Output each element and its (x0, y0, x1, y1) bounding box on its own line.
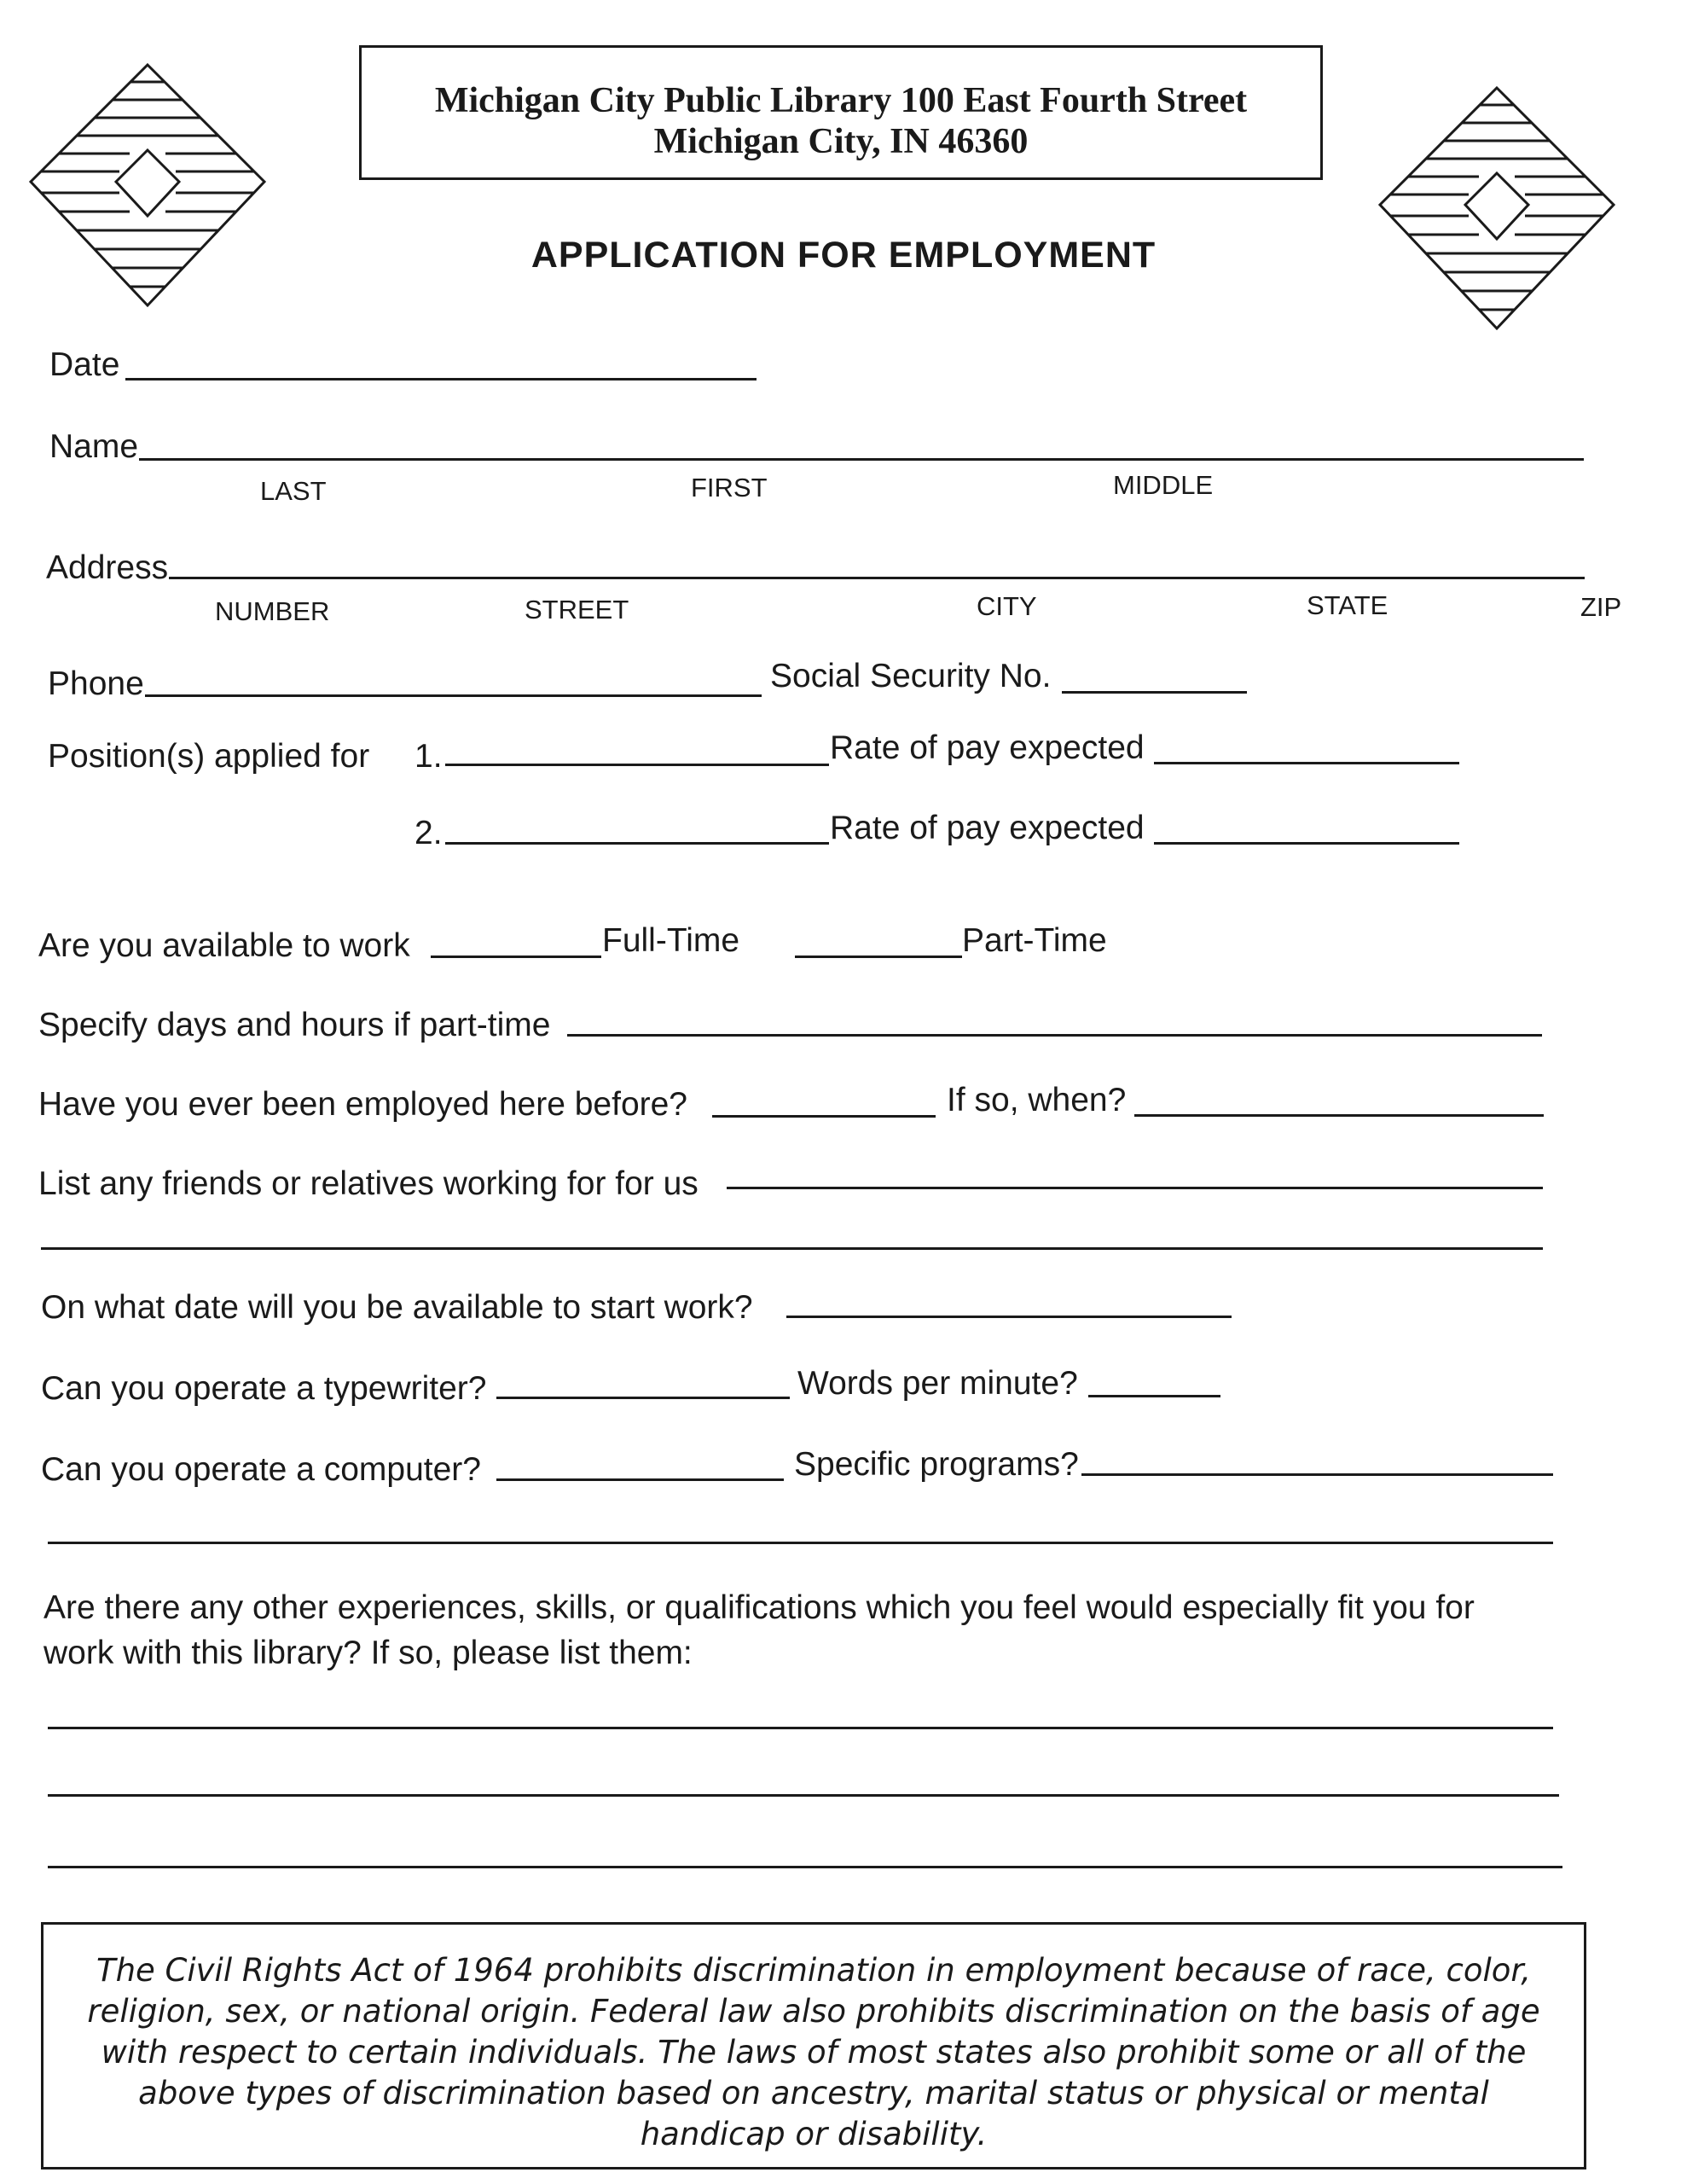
typewriter-field[interactable] (496, 1397, 790, 1399)
address-field[interactable] (169, 577, 1585, 579)
name-field[interactable] (139, 458, 1584, 461)
name-label: Name (49, 428, 139, 465)
availability-label: Are you available to work (38, 927, 410, 964)
other-qualifications-line-2[interactable] (48, 1794, 1559, 1797)
other-qualifications-line-3[interactable] (48, 1866, 1562, 1868)
ssn-field[interactable] (1062, 691, 1247, 694)
typewriter-label: Can you operate a typewriter? (41, 1370, 487, 1407)
name-last-caption: LAST (260, 476, 327, 506)
name-first-caption: FIRST (691, 473, 768, 502)
rate-1-field[interactable] (1154, 762, 1459, 764)
library-header-box (359, 45, 1323, 180)
library-city-state: Michigan City, IN 46360 (653, 122, 1029, 161)
position-1-field[interactable] (445, 764, 829, 766)
position-2-number: 2. (415, 815, 443, 851)
address-zip-caption: ZIP (1580, 592, 1622, 622)
specific-programs-field-continued[interactable] (48, 1542, 1553, 1544)
part-time-label: Part-Time (962, 922, 1107, 959)
rate-1-label: Rate of pay expected (830, 729, 1145, 766)
specific-programs-label: Specific programs? (794, 1446, 1079, 1483)
start-date-label: On what date will you be available to start work? (41, 1289, 753, 1326)
friends-relatives-field-continued[interactable] (41, 1247, 1543, 1250)
address-number-caption: NUMBER (215, 596, 330, 626)
position-1-number: 1. (415, 738, 443, 775)
employed-before-field[interactable] (712, 1115, 936, 1118)
employed-before-label: Have you ever been employed here before? (38, 1086, 687, 1123)
form-title: APPLICATION FOR EMPLOYMENT (530, 235, 1157, 276)
friends-relatives-label: List any friends or relatives working for for us (38, 1165, 699, 1202)
position-2-field[interactable] (445, 842, 829, 845)
rate-2-field[interactable] (1154, 842, 1459, 845)
words-per-minute-field[interactable] (1088, 1395, 1220, 1397)
date-field[interactable] (125, 378, 757, 380)
part-time-days-label: Specify days and hours if part-time (38, 1007, 551, 1043)
full-time-label: Full-Time (602, 922, 740, 959)
name-middle-caption: MIDDLE (1113, 470, 1214, 500)
words-per-minute-label: Words per minute? (797, 1365, 1078, 1402)
computer-field[interactable] (496, 1478, 784, 1481)
rate-2-label: Rate of pay expected (830, 810, 1145, 846)
address-city-caption: CITY (977, 591, 1037, 621)
other-qualifications-label-line1: Are there any other experiences, skills, or qualifications which you feel would especially fit you for (43, 1589, 1475, 1626)
ssn-label: Social Security No. (770, 658, 1052, 694)
positions-label: Position(s) applied for (48, 738, 370, 775)
other-qualifications-label-line2: work with this library? If so, please list them: (43, 1635, 693, 1671)
if-so-when-label: If so, when? (947, 1082, 1127, 1118)
library-logo-right (1373, 81, 1620, 337)
computer-label: Can you operate a computer? (41, 1451, 481, 1488)
specific-programs-field[interactable] (1081, 1473, 1553, 1476)
start-date-field[interactable] (786, 1316, 1232, 1318)
phone-field[interactable] (145, 694, 762, 697)
other-qualifications-line-1[interactable] (48, 1727, 1553, 1729)
friends-relatives-field[interactable] (727, 1187, 1543, 1189)
part-time-blank[interactable] (795, 956, 962, 958)
date-label: Date (49, 346, 120, 383)
civil-rights-notice: The Civil Rights Act of 1964 prohibits discrimination in employment because of race, color, religion, sex, or national origin. Federal law also prohibits discrimination on the basis of age with respect to certain individuals. The laws of most states also prohibit some or all of the above types of discrimination based on ancestry, marital status or physical or mental handicap or disability. (41, 1922, 1586, 2169)
part-time-days-field[interactable] (567, 1034, 1542, 1037)
full-time-blank[interactable] (431, 956, 601, 958)
library-name-address: Michigan City Public Library 100 East Fourth Street (434, 81, 1248, 120)
if-so-when-field[interactable] (1134, 1114, 1544, 1117)
address-label: Address (46, 549, 169, 586)
address-street-caption: STREET (525, 595, 629, 624)
address-state-caption: STATE (1307, 590, 1388, 620)
phone-label: Phone (48, 665, 144, 702)
